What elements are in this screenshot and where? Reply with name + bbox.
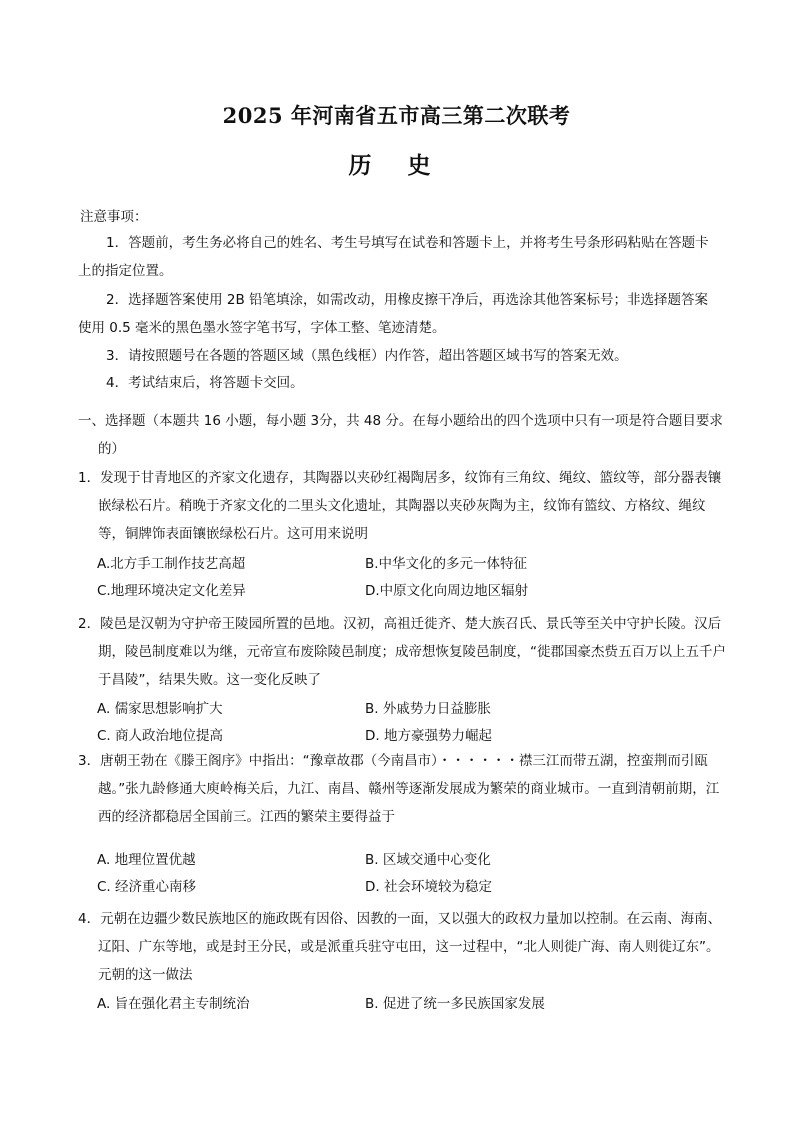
question-2-option-a[interactable]: A. 儒家思想影响扩大 <box>97 701 223 717</box>
question-3-option-b[interactable]: B. 区域交通中心变化 <box>365 852 491 868</box>
question-2-option-d[interactable]: D. 地方豪强势力崛起 <box>365 728 492 744</box>
question-2-option-b[interactable]: B. 外戚势力日益膨胀 <box>365 701 491 717</box>
notice-item-3: 3．请按照题号在各题的答题区域（黑色线框）内作答，超出答题区域书写的答案无效。 <box>106 348 628 364</box>
question-1-option-a[interactable]: A.北方手工制作技艺高超 <box>97 556 246 572</box>
notice-item-1: 1．答题前，考生务必将自己的姓名、考生号填写在试卷和答题卡上，并将考生号条形码粘贴在答题卡上的指定位置。 <box>78 235 709 279</box>
section-heading: 一、选择题（本题共 16 小题，每小题 3分，共 48 分。在每小题给出的四个选项中只有一项是符合题目要求的） <box>78 413 723 457</box>
question-3-option-d[interactable]: D. 社会环境较为稳定 <box>365 879 492 895</box>
exam-title: 2025 年河南省五市高三第二次联考 <box>222 103 571 128</box>
notice-heading: 注意事项： <box>80 209 148 225</box>
question-1-option-b[interactable]: B.中华文化的多元一体特征 <box>365 556 528 572</box>
question-3-option-a[interactable]: A. 地理位置优越 <box>97 852 196 868</box>
question-1-stem: 1．发现于甘青地区的齐家文化遗存，其陶器以夹砂红褐陶居多，纹饰有三角纹、绳纹、篮纹等，部分器表镶嵌绿松石片。稍晚于齐家文化的二里头文化遗址，其陶器以夹砂灰陶为主，纹饰有篮纹、方格纹、绳纹等，铜牌饰表面镶嵌绿松石片。这可用来说明 <box>78 470 722 542</box>
question-4-stem: 4．元朝在边疆少数民族地区的施政既有因俗、因教的一面，又以强大的政权力量加以控制。在云南、海南、辽阳、广东等地，或是封王分民，或是派重兵驻守屯田，这一过程中，“北人则徙广海、南人则徙辽东”。元朝的这一做法 <box>78 911 722 983</box>
question-1-option-c[interactable]: C.地理环境决定文化差异 <box>97 583 246 599</box>
question-4-option-a[interactable]: A. 旨在强化君主专制统治 <box>97 996 250 1012</box>
question-3-option-c[interactable]: C. 经济重心南移 <box>97 879 197 895</box>
subject-title: 历 史 <box>348 152 445 179</box>
notice-item-4: 4．考试结束后，将答题卡交回。 <box>106 375 304 391</box>
question-4-option-b[interactable]: B. 促进了统一多民族国家发展 <box>365 996 545 1012</box>
question-2-option-c[interactable]: C. 商人政治地位提高 <box>97 728 224 744</box>
question-2-stem: 2．陵邑是汉朝为守护帝王陵园所置的邑地。汉初，高祖迁徙齐、楚大族召氏、景氏等至关中守护长陵。汉后期，陵邑制度难以为继，元帝宣布废除陵邑制度；成帝想恢复陵邑制度，“徙郡国豪杰赀五百万以上五千户于昌陵”，结果失败。这一变化反映了 <box>78 616 726 688</box>
question-1-option-d[interactable]: D.中原文化向周边地区辐射 <box>365 583 529 599</box>
notice-item-2: 2．选择题答案使用 2B 铅笔填涂，如需改动，用橡皮擦干净后，再选涂其他答案标号；非选择题答案使用 0.5 毫米的黑色墨水签字笔书写，字体工整、笔迹清楚。 <box>78 292 709 336</box>
question-3-stem: 3．唐朝王勃在《滕王阁序》中指出：“豫章故郡（今南昌市）・・・・・・襟三江而带五湖，控蛮荆而引瓯越。”张九龄修通大庾岭梅关后，九江、南昌、赣州等逐渐发展成为繁荣的商业城市。一直到清朝前期，江西的经济都稳居全国前三。江西的繁荣主要得益于 <box>78 753 720 825</box>
